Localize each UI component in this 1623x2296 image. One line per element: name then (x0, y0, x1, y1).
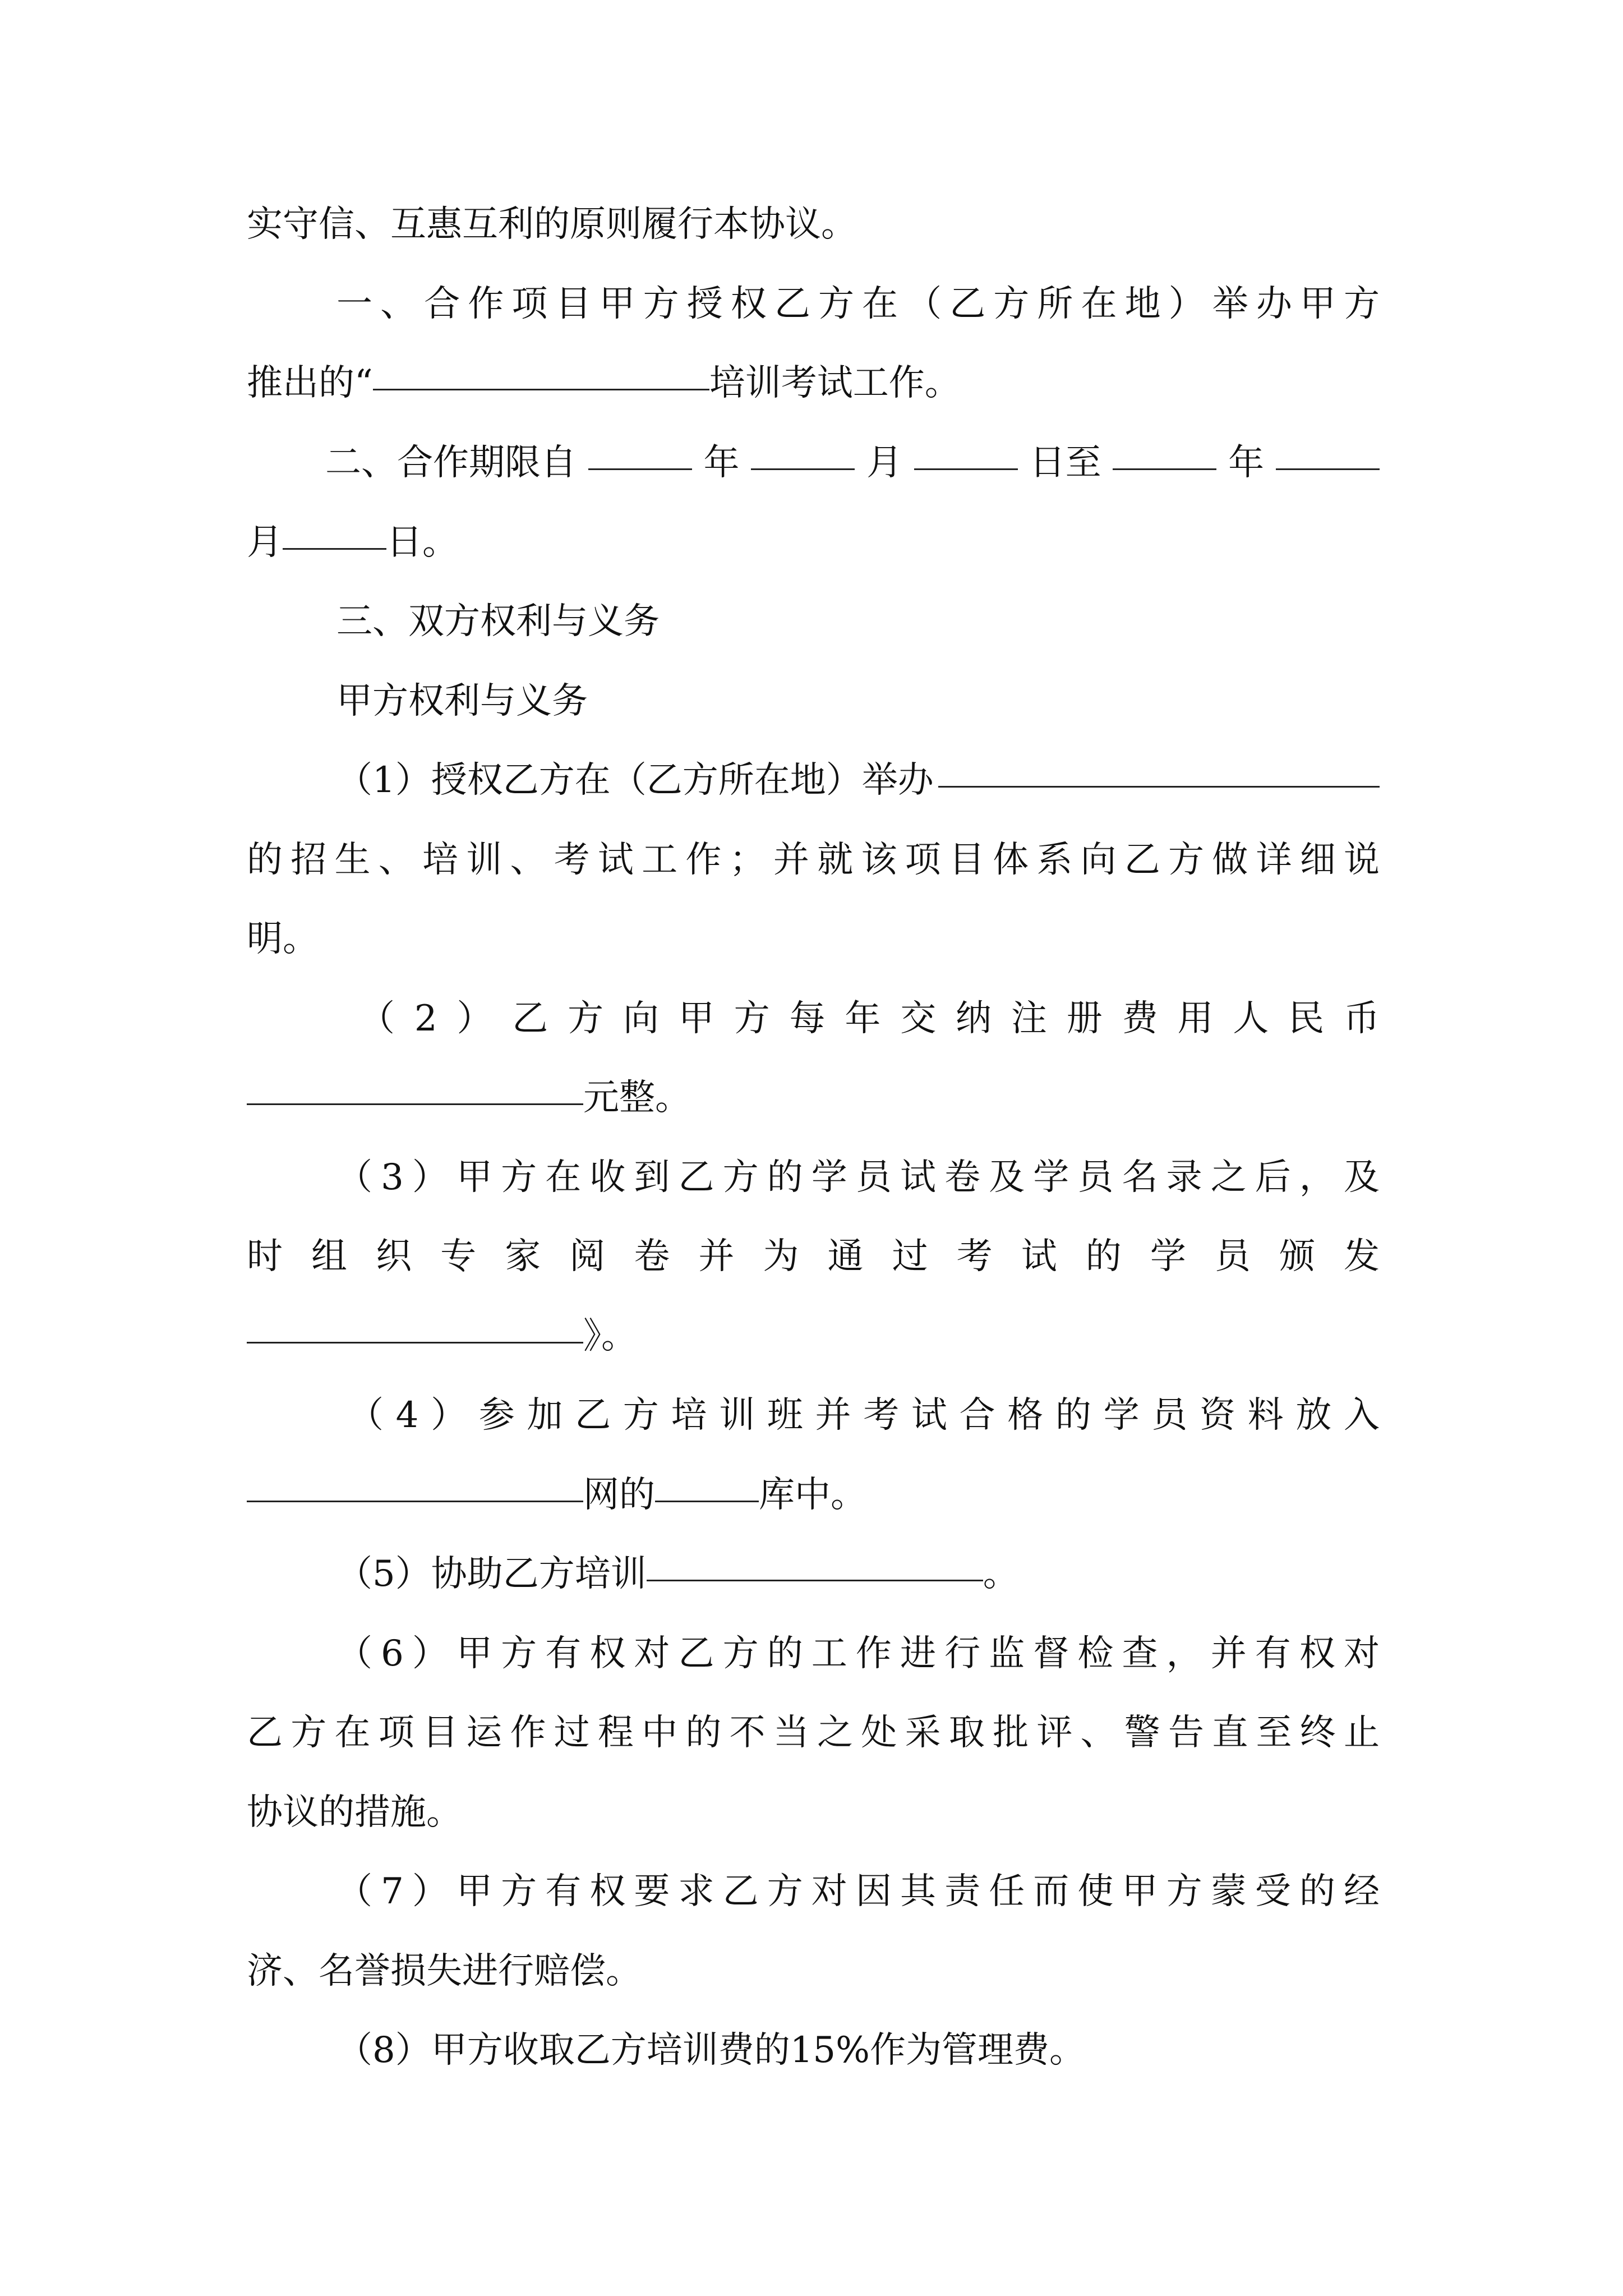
item-4-text-mid: 网的 (583, 1474, 655, 1516)
item-1-text: （1）授权乙方在（乙方所在地）举办 (336, 760, 934, 801)
end-month-label: 月 (247, 522, 283, 563)
website-name-blank (247, 1460, 583, 1502)
database-name-blank (655, 1460, 759, 1502)
item-7-line-2: 济、名誉损失进行赔偿。 (247, 1950, 642, 1992)
item-5-text-post: 。 (983, 1553, 1019, 1595)
item-4-text-post: 库中。 (759, 1474, 866, 1516)
end-day-blank (283, 508, 386, 550)
item-3-line-1: （3）甲方在收到乙方的学员试卷及学员名录之后，及 (336, 1157, 1380, 1198)
text-line-1: 实守信、互惠互利的原则履行本协议。 (247, 204, 857, 245)
item-7-line-1: （7）甲方有权要求乙方对因其责任而使甲方蒙受的经 (336, 1871, 1380, 1912)
end-year-blank (1113, 428, 1216, 470)
item-5-line-1 (336, 1543, 1469, 1605)
clause-1-text-post: 培训考试工作。 (709, 362, 961, 404)
start-day-blank (914, 428, 1018, 470)
registration-fee-blank (247, 1063, 583, 1105)
start-month-label: 月 (866, 442, 903, 484)
item-4-line-2 (247, 1464, 1380, 1526)
start-month-blank (751, 428, 855, 470)
project-name-blank (373, 348, 709, 390)
end-month-blank (1276, 428, 1380, 470)
item-3-text-post: 》。 (583, 1315, 637, 1357)
end-day-label: 日。 (386, 522, 458, 563)
clause-1-text-pre: 推出的“ (247, 362, 373, 404)
item-6-line-3: 协议的措施。 (247, 1792, 462, 1833)
end-year-label: 年 (1228, 442, 1265, 484)
item-5-text-pre: （5）协助乙方培训 (336, 1553, 647, 1595)
clause-2-line-2 (247, 512, 1380, 573)
item-1-line-1 (336, 749, 1380, 811)
item-3-line-2: 时组织专家阅卷并为通过考试的学员颁发 (247, 1236, 1380, 1277)
item-1-line-2: 的招生、培训、考试工作；并就该项目体系向乙方做详细说 (247, 839, 1380, 881)
clause-1-line-1: 一、合作项目甲方授权乙方在（乙方所在地）举办甲方 (336, 283, 1380, 325)
item-6-line-2: 乙方在项目运作过程中的不当之处采取批评、警告直至终止 (247, 1712, 1380, 1754)
item-2-text-post: 元整。 (583, 1077, 691, 1119)
item-2-line-2 (247, 1067, 1380, 1129)
item-8-line-1: （8）甲方收取乙方培训费的15%作为管理费。 (336, 2030, 1085, 2071)
start-day-label: 日至 (1029, 442, 1101, 484)
section-3-heading: 三、双方权利与义务 (336, 601, 660, 642)
party-a-heading: 甲方权利与义务 (336, 680, 588, 722)
start-year-blank (588, 428, 692, 470)
certificate-name-blank (247, 1301, 583, 1343)
item-6-line-1: （6）甲方有权对乙方的工作进行监督检查，并有权对 (336, 1633, 1380, 1674)
clause-2-line-1 (325, 432, 1380, 494)
start-year-label: 年 (703, 442, 740, 484)
item-4-line-1: （4）参加乙方培训班并考试合格的学员资料放入 (348, 1395, 1380, 1436)
item-1-line-3: 明。 (247, 918, 319, 960)
item-3-line-3 (247, 1305, 1380, 1367)
period-label: 二、合作期限自 (325, 442, 577, 484)
clause-1-line-2 (247, 352, 1380, 414)
item-1-blank (938, 746, 1380, 788)
training-content-blank (647, 1539, 983, 1581)
item-2-line-1: （2）乙方向甲方每年交纳注册费用人民币 (359, 998, 1380, 1039)
